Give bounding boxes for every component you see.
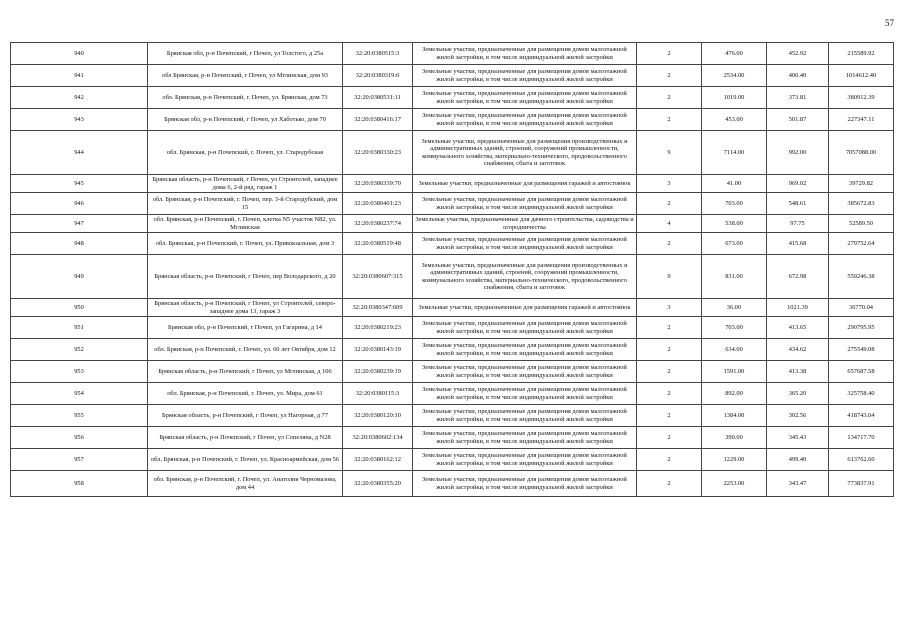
address: обл. Брянская, р-н Почепский, г. Почеп, клетка N5 участок N82, ул. Мглинская [148, 215, 343, 233]
specific-value: 400.40 [767, 65, 829, 87]
cadastral-number: 32:20:0380355:20 [343, 471, 413, 497]
cadastral-value-table [10, 42, 894, 497]
address: обл. Брянская, р-н Почепский, г. Почеп, ул. Красноармейская, дом 56 [148, 449, 343, 471]
land-category: Земельные участки, предназначенные для размещения домов малоэтажной жилой застройки, в том числе индивидуальной жилой застройки [413, 87, 637, 109]
specific-value: 501.87 [767, 109, 829, 131]
area: 453.00 [702, 109, 767, 131]
row-number: 954 [11, 383, 148, 405]
specific-value: 413.38 [767, 361, 829, 383]
row-number: 945 [11, 175, 148, 193]
area: 476.00 [702, 43, 767, 65]
group-code: 2 [637, 233, 702, 255]
specific-value: 548.61 [767, 193, 829, 215]
table-row [11, 449, 894, 471]
specific-value: 434.62 [767, 339, 829, 361]
cadastral-value: 1014612.40 [829, 65, 894, 87]
cadastral-number: 32:20:0380219:23 [343, 317, 413, 339]
table-row [11, 255, 894, 299]
area: 36.00 [702, 299, 767, 317]
address: обл. Брянская, р-н Почепский, г. Почеп, ул. 60 лет Октября, дом 12 [148, 339, 343, 361]
cadastral-value: 36770.04 [829, 299, 894, 317]
area: 1229.00 [702, 449, 767, 471]
land-category: Земельные участки, предназначенные для размещения домов малоэтажной жилой застройки, в том числе индивидуальной жилой застройки [413, 427, 637, 449]
address: обл Брянская, р-н Почепский, г Почеп, ул Мглинская, дом 93 [148, 65, 343, 87]
cadastral-number: 32:20:0380519:48 [343, 233, 413, 255]
area: 1591.00 [702, 361, 767, 383]
group-code: 4 [637, 215, 702, 233]
group-code: 3 [637, 175, 702, 193]
land-category: Земельные участки, предназначенные для размещения домов малоэтажной жилой застройки, в том числе индивидуальной жилой застройки [413, 233, 637, 255]
group-code: 9 [637, 131, 702, 175]
land-category: Земельные участки, предназначенные для размещения домов малоэтажной жилой застройки, в том числе индивидуальной жилой застройки [413, 361, 637, 383]
row-number: 955 [11, 405, 148, 427]
cadastral-value: 275549.08 [829, 339, 894, 361]
specific-value: 97.75 [767, 215, 829, 233]
cadastral-value: 39729.82 [829, 175, 894, 193]
table-row [11, 427, 894, 449]
address: Брянская область, р-н Почепский, г Почеп, ул Нагорная, д 77 [148, 405, 343, 427]
area: 1019.00 [702, 87, 767, 109]
cadastral-value: 7057088.00 [829, 131, 894, 175]
table-row [11, 43, 894, 65]
area: 2534.00 [702, 65, 767, 87]
table-row [11, 109, 894, 131]
area: 41.00 [702, 175, 767, 193]
specific-value: 373.81 [767, 87, 829, 109]
land-category: Земельные участки, предназначенные для размещения гаражей и автостоянок [413, 299, 637, 317]
specific-value: 992.00 [767, 131, 829, 175]
specific-value: 415.68 [767, 233, 829, 255]
cadastral-number: 32:20:0380531:11 [343, 87, 413, 109]
land-category: Земельные участки, предназначенные для размещения домов малоэтажной жилой застройки, в том числе индивидуальной жилой застройки [413, 339, 637, 361]
group-code: 2 [637, 471, 702, 497]
group-code: 2 [637, 87, 702, 109]
address: обл. Брянская, р-н Почепский, г. Почеп, ул. Брянская, дом 73 [148, 87, 343, 109]
group-code: 2 [637, 405, 702, 427]
area: 892.00 [702, 383, 767, 405]
cadastral-value: 385672.83 [829, 193, 894, 215]
land-category: Земельные участки, предназначенные для размещения производственных и административных зданий, строений, сооружений промышленности, коммунального хозяйства, материально-технического, продовольственного снабжения, сбыта и заготовок [413, 255, 637, 299]
land-category: Земельные участки, предназначенные для размещения домов малоэтажной жилой застройки, в том числе индивидуальной жилой застройки [413, 383, 637, 405]
cadastral-value: 52589.50 [829, 215, 894, 233]
row-number: 943 [11, 109, 148, 131]
group-code: 2 [637, 193, 702, 215]
cadastral-number: 32:20:0380515:3 [343, 43, 413, 65]
address: Брянская область, р-н Почепский, г Почеп, ул Сопеляна, д N28 [148, 427, 343, 449]
group-code: 3 [637, 299, 702, 317]
group-code: 2 [637, 361, 702, 383]
group-code: 2 [637, 43, 702, 65]
specific-value: 343.47 [767, 471, 829, 497]
area: 831.00 [702, 255, 767, 299]
cadastral-number: 32:20:0380347:609 [343, 299, 413, 317]
cadastral-number: 32:20:0380602:134 [343, 427, 413, 449]
address: обл. Брянская, р-н Почепский, г. Почеп, ул. Мира, дом 61 [148, 383, 343, 405]
specific-value: 302.56 [767, 405, 829, 427]
page-number: 57 [885, 18, 894, 28]
cadastral-value: 657687.58 [829, 361, 894, 383]
group-code: 2 [637, 427, 702, 449]
cadastral-number: 32:20:0380330:23 [343, 131, 413, 175]
address: Брянская область, р-н Почепский, г Почеп, ул Строителей, северо-западнее дома 13, гараж 3 [148, 299, 343, 317]
area: 2253.00 [702, 471, 767, 497]
table-row [11, 65, 894, 87]
row-number: 958 [11, 471, 148, 497]
land-category: Земельные участки, предназначенные для размещения домов малоэтажной жилой застройки, в том числе индивидуальной жилой застройки [413, 109, 637, 131]
group-code: 2 [637, 109, 702, 131]
specific-value: 499.40 [767, 449, 829, 471]
table-row [11, 317, 894, 339]
cadastral-number: 32:20:0380237:74 [343, 215, 413, 233]
cadastral-value: 279752.64 [829, 233, 894, 255]
cadastral-number: 32:20:0380115:3 [343, 383, 413, 405]
area: 673.00 [702, 233, 767, 255]
area: 703.00 [702, 317, 767, 339]
address: Брянская обл, р-н Почепский, г Почеп, ул Гагарина, д 14 [148, 317, 343, 339]
cadastral-number: 32:20:0380162:12 [343, 449, 413, 471]
specific-value: 452.92 [767, 43, 829, 65]
cadastral-number: 32:20:0380239:19 [343, 361, 413, 383]
row-number: 951 [11, 317, 148, 339]
cadastral-number: 32:20:0380319:6 [343, 65, 413, 87]
cadastral-value: 418743.04 [829, 405, 894, 427]
table-row [11, 361, 894, 383]
area: 7114.00 [702, 131, 767, 175]
area: 703.00 [702, 193, 767, 215]
row-number: 948 [11, 233, 148, 255]
specific-value: 672.98 [767, 255, 829, 299]
group-code: 2 [637, 449, 702, 471]
table-row [11, 405, 894, 427]
row-number: 941 [11, 65, 148, 87]
row-number: 953 [11, 361, 148, 383]
row-number: 946 [11, 193, 148, 215]
table-row [11, 87, 894, 109]
land-category: Земельные участки, предназначенные для дачного строительства, садоводства и огородничества [413, 215, 637, 233]
cadastral-number: 32:20:0380607:315 [343, 255, 413, 299]
row-number: 950 [11, 299, 148, 317]
cadastral-value: 227347.11 [829, 109, 894, 131]
group-code: 2 [637, 383, 702, 405]
address: Брянская обл, р-н Почепский, г Почеп, ул Хаботько, дом 70 [148, 109, 343, 131]
area: 538.00 [702, 215, 767, 233]
row-number: 952 [11, 339, 148, 361]
specific-value: 969.02 [767, 175, 829, 193]
cadastral-value: 290795.95 [829, 317, 894, 339]
specific-value: 1021.39 [767, 299, 829, 317]
land-category: Земельные участки, предназначенные для размещения домов малоэтажной жилой застройки, в том числе индивидуальной жилой застройки [413, 405, 637, 427]
area: 634.00 [702, 339, 767, 361]
row-number: 957 [11, 449, 148, 471]
specific-value: 345.43 [767, 427, 829, 449]
address: Брянская область, р-н Почепский, г Почеп, ул Мглинская, д 106 [148, 361, 343, 383]
cadastral-value: 773837.91 [829, 471, 894, 497]
row-number: 947 [11, 215, 148, 233]
cadastral-number: 32:20:0380120:10 [343, 405, 413, 427]
cadastral-number: 32:20:0380339:70 [343, 175, 413, 193]
cadastral-value: 613762.60 [829, 449, 894, 471]
land-category: Земельные участки, предназначенные для размещения домов малоэтажной жилой застройки, в том числе индивидуальной жилой застройки [413, 43, 637, 65]
group-code: 2 [637, 65, 702, 87]
address: обл. Брянская, р-н Почепский, г. Почеп, ул. Анатолия Черномазова, дом 44 [148, 471, 343, 497]
row-number: 942 [11, 87, 148, 109]
address: обл. Брянская, р-н Почепский, г. Почеп, пер. 3-й Стародубский, дом 15 [148, 193, 343, 215]
group-code: 2 [637, 317, 702, 339]
cadastral-value: 325758.40 [829, 383, 894, 405]
table-row [11, 471, 894, 497]
land-category: Земельные участки, предназначенные для размещения производственных и административных зданий, строений, сооружений промышленности, коммунального хозяйства, материально-технического, продовольственного снабжения, сбыта и заготовок [413, 131, 637, 175]
land-category: Земельные участки, предназначенные для размещения домов малоэтажной жилой застройки, в том числе индивидуальной жилой застройки [413, 471, 637, 497]
group-code: 2 [637, 339, 702, 361]
address: обл. Брянская, р-н Почепский, г. Почеп, ул. Привокзальная, дом 3 [148, 233, 343, 255]
table-row [11, 193, 894, 215]
row-number: 956 [11, 427, 148, 449]
table-row [11, 233, 894, 255]
table-row [11, 175, 894, 193]
area: 1384.00 [702, 405, 767, 427]
cadastral-value: 215589.92 [829, 43, 894, 65]
cadastral-value: 380912.39 [829, 87, 894, 109]
area: 390.00 [702, 427, 767, 449]
cadastral-value: 134717.70 [829, 427, 894, 449]
table-row [11, 299, 894, 317]
cadastral-number: 32:20:0380401:23 [343, 193, 413, 215]
land-category: Земельные участки, предназначенные для размещения гаражей и автостоянок [413, 175, 637, 193]
cadastral-value: 559246.38 [829, 255, 894, 299]
table-row [11, 383, 894, 405]
land-category: Земельные участки, предназначенные для размещения домов малоэтажной жилой застройки, в том числе индивидуальной жилой застройки [413, 317, 637, 339]
specific-value: 365.20 [767, 383, 829, 405]
table-row [11, 215, 894, 233]
row-number: 949 [11, 255, 148, 299]
land-category: Земельные участки, предназначенные для размещения домов малоэтажной жилой застройки, в том числе индивидуальной жилой застройки [413, 65, 637, 87]
address: Брянская область, р-н Почепский, г Почеп, пер Володарского, д 20 [148, 255, 343, 299]
land-category: Земельные участки, предназначенные для размещения домов малоэтажной жилой застройки, в том числе индивидуальной жилой застройки [413, 193, 637, 215]
land-category: Земельные участки, предназначенные для размещения домов малоэтажной жилой застройки, в том числе индивидуальной жилой застройки [413, 449, 637, 471]
cadastral-number: 32:20:0380143:19 [343, 339, 413, 361]
row-number: 944 [11, 131, 148, 175]
specific-value: 413.65 [767, 317, 829, 339]
address: Брянская обл, р-н Почепский, г Почеп, ул Толстого, д 25а [148, 43, 343, 65]
cadastral-number: 32:20:0380416:17 [343, 109, 413, 131]
table-row [11, 339, 894, 361]
address: обл. Брянская, р-н Почепский, г. Почеп, ул. Стародубская [148, 131, 343, 175]
address: Брянская область, р-н Почепский, г Почеп, ул Строителей, западнее дома 6, 2-й ряд, гараж 1 [148, 175, 343, 193]
group-code: 9 [637, 255, 702, 299]
table-row [11, 131, 894, 175]
row-number: 940 [11, 43, 148, 65]
